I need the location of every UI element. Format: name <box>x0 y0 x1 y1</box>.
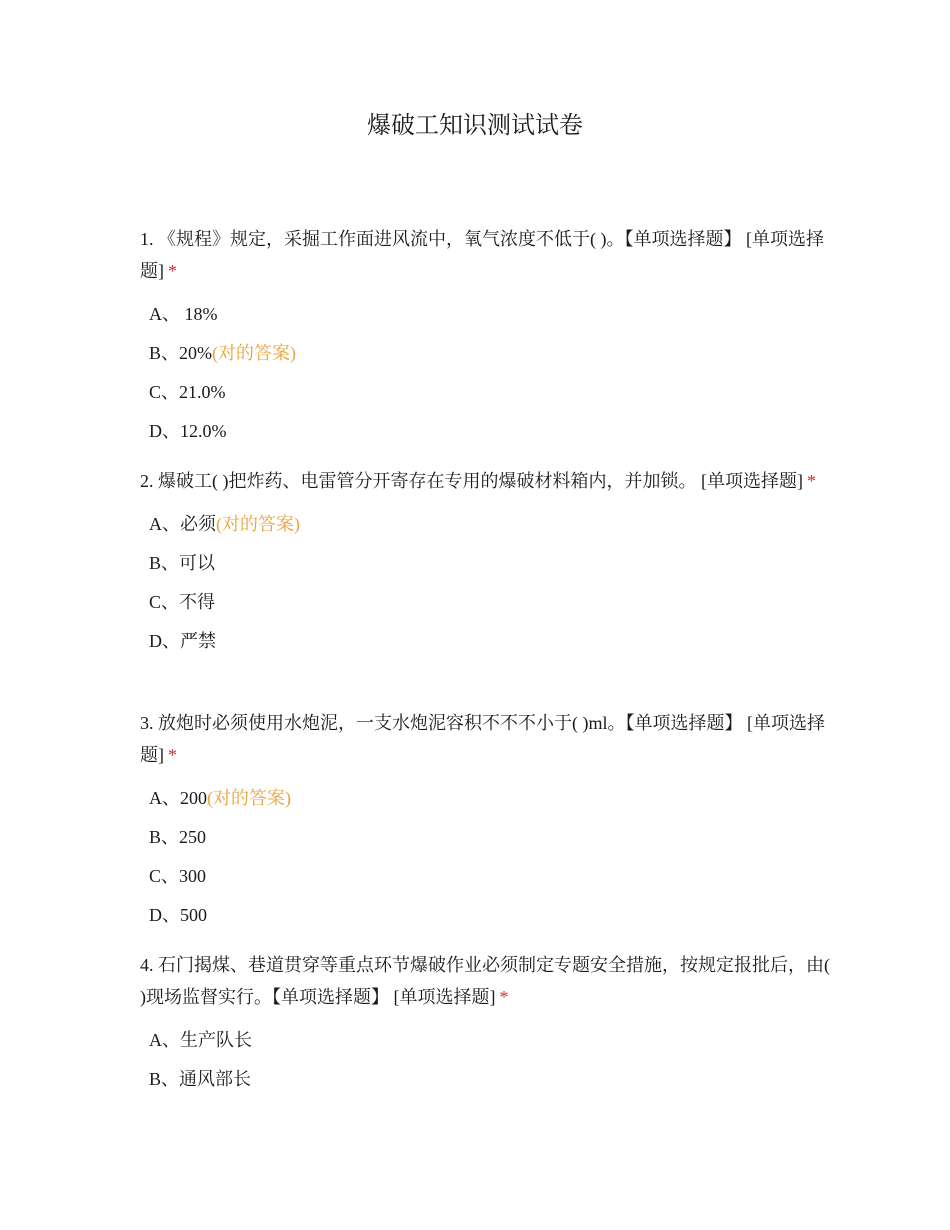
question-text: 1. 《规程》规定，采掘工作面进风流中，氧气浓度不低于( )。【单项选择题】 [单项选择题] * <box>140 229 824 281</box>
option-a[interactable]: A、必须(对的答案) <box>149 514 300 534</box>
required-mark: * <box>168 745 177 765</box>
question-1 <box>140 223 830 451</box>
option-c[interactable]: C、不得 <box>149 592 216 612</box>
option-b[interactable]: B、通风部长 <box>149 1069 252 1089</box>
option-c[interactable]: C、21.0% <box>149 382 226 402</box>
option-b[interactable]: B、20%(对的答案) <box>149 343 296 363</box>
question-text: 3. 放炮时必须使用水炮泥，一支水炮泥容积不不不小于( )ml。【单项选择题】 [单项选择题] * <box>140 713 825 765</box>
option-d[interactable]: D、12.0% <box>149 421 227 441</box>
question-text: 4. 石门揭煤、巷道贯穿等重点环节爆破作业必须制定专题安全措施，按规定报批后，由( )现场监督实行。【单项选择题】 [单项选择题] * <box>140 955 830 1007</box>
option-d[interactable]: D、严禁 <box>149 631 216 651</box>
page-title: 爆破工知识测试试卷 <box>367 113 583 139</box>
question-text: 2. 爆破工( )把炸药、电雷管分开寄存在专用的爆破材料箱内，并加锁。 [单项选择题] * <box>140 471 816 491</box>
option-d[interactable]: D、500 <box>149 905 207 925</box>
question-2 <box>140 465 830 661</box>
question-3 <box>140 707 830 935</box>
option-c[interactable]: C、300 <box>149 866 207 886</box>
option-b[interactable]: B、可以 <box>149 553 216 573</box>
required-mark: * <box>168 261 177 281</box>
correct-answer-note: (对的答案) <box>212 343 296 363</box>
option-list <box>140 779 830 935</box>
option-list <box>140 505 830 661</box>
option-list <box>140 1021 830 1099</box>
option-list <box>140 295 830 451</box>
option-a[interactable]: A、生产队长 <box>149 1030 252 1050</box>
correct-answer-note: (对的答案) <box>216 514 300 534</box>
required-mark: * <box>499 987 509 1007</box>
option-a[interactable]: A、 18% <box>149 304 218 324</box>
required-mark: * <box>806 471 816 491</box>
option-a[interactable]: A、200(对的答案) <box>149 788 291 808</box>
correct-answer-note: (对的答案) <box>207 788 291 808</box>
question-4 <box>140 949 830 1099</box>
option-b[interactable]: B、250 <box>149 827 207 847</box>
